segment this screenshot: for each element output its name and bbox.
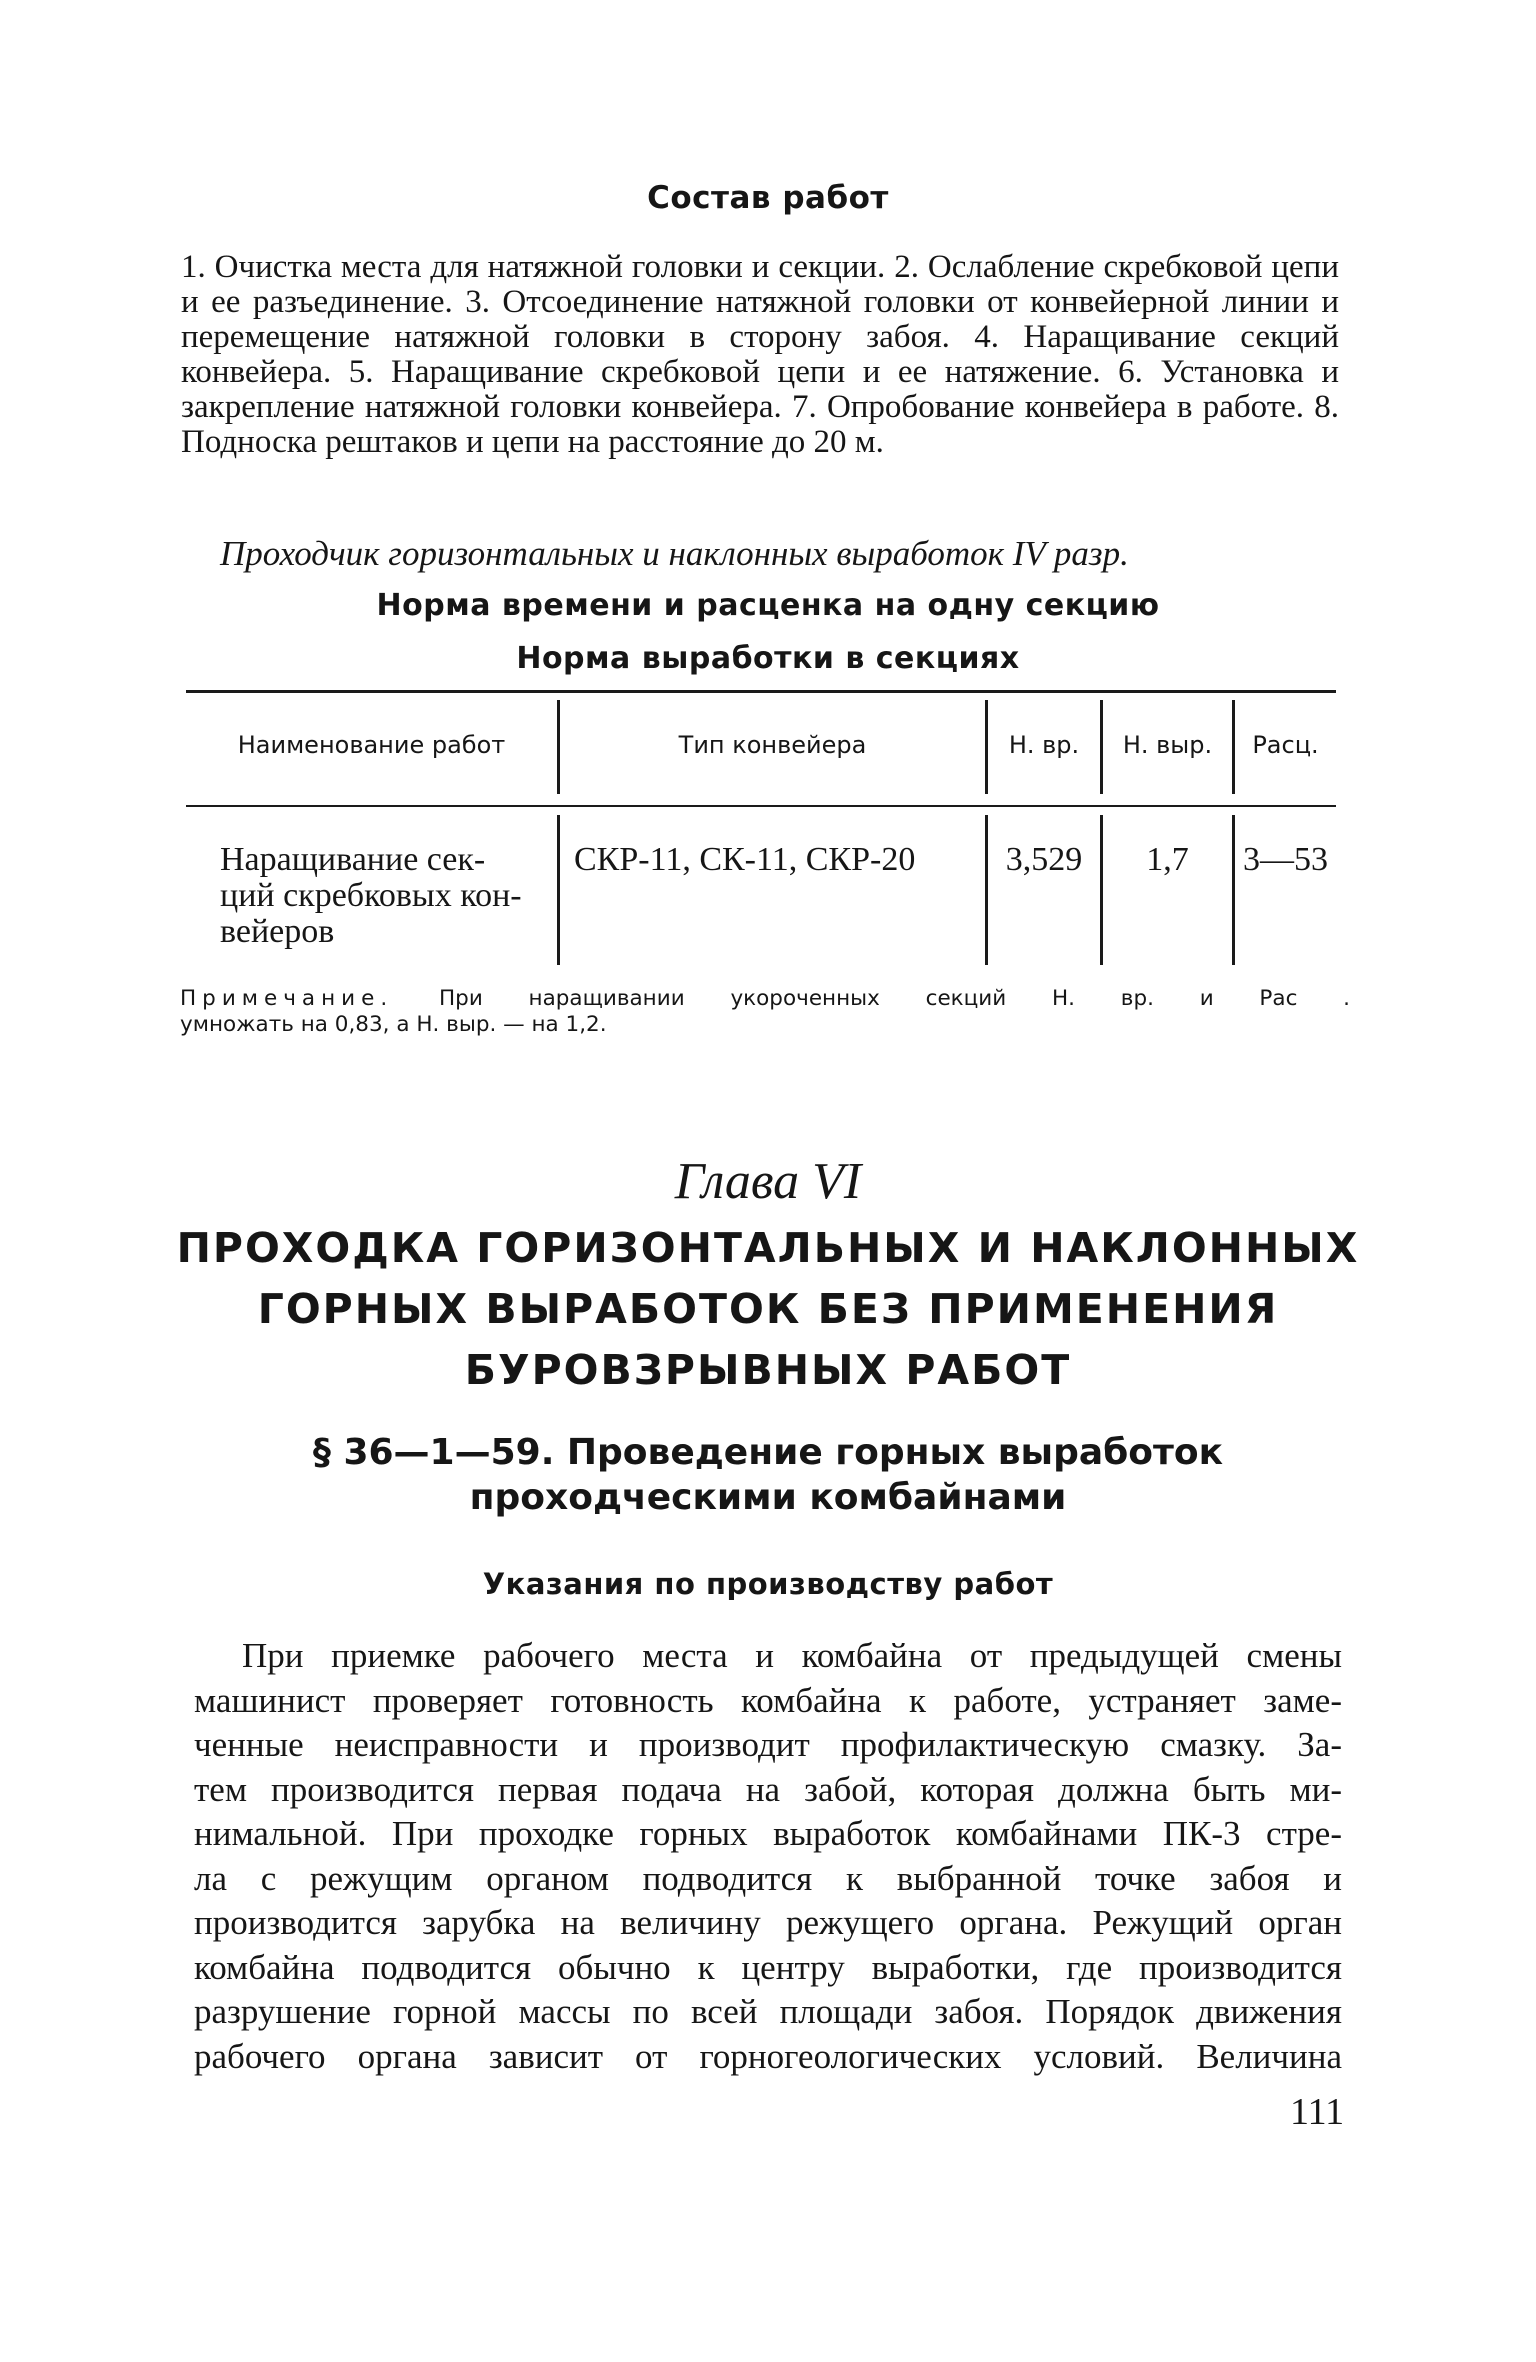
norm-output-heading: Норма выработки в секциях	[516, 641, 1020, 676]
table-cell-name	[220, 842, 555, 950]
section-heading: Состав работ	[647, 180, 889, 216]
table-top-rule	[186, 690, 1336, 693]
table-cell-conveyor: СКР-11, СК-11, СКР-20	[574, 841, 916, 878]
body-line: производится зарубка на величину режущего органа. Режущий орган	[194, 1903, 1342, 1942]
body-line: нимальной. При проходке горных выработок комбайнами ПК-3 стре-	[194, 1814, 1342, 1853]
section-title	[0, 1430, 1536, 1520]
instructions-heading: Указания по производству работ	[482, 1567, 1054, 1601]
table-header-rule	[186, 805, 1336, 807]
chapter-title-line: БУРОВЗРЫВНЫХ РАБОТ	[464, 1346, 1072, 1394]
chapter-title-line: ГОРНЫХ ВЫРАБОТОК БЕЗ ПРИМЕНЕНИЯ	[257, 1285, 1279, 1333]
body-line: машинист проверяет готовность комбайна к работе, устраняет заме-	[194, 1680, 1342, 1720]
table-divider	[1100, 815, 1103, 965]
body-line: ла с режущим органом подводится к выбранной точке забоя и	[194, 1858, 1342, 1898]
chapter-title-line: ПРОХОДКА ГОРИЗОНТАЛЬНЫХ И НАКЛОННЫХ	[176, 1224, 1360, 1272]
note-text-line2: умножать на 0,83, а Н. выр. — на 1,2.	[180, 1012, 607, 1037]
note-text-line1: При наращивании укороченных секций Н. вр. и Рас .	[439, 986, 1350, 1011]
note-label: Примечание.	[180, 986, 394, 1011]
table-divider	[1232, 815, 1235, 965]
table-cell-time: 3,529	[1005, 841, 1083, 878]
table-cell-name-line: Наращивание сек-	[220, 841, 486, 878]
body-line: рабочего органа зависит от горногеологических условий. Величина	[194, 2036, 1342, 2076]
page-number: 111	[1290, 2091, 1345, 2133]
table-cell-output: 1,7	[1146, 841, 1189, 878]
table-cell-name-line: ций скребковых кон-	[220, 877, 522, 914]
chapter-title	[0, 1218, 1536, 1401]
worker-line: Проходчик горизонтальных и наклонных выработок IV разр.	[220, 534, 1129, 573]
body-line: ченные неисправности и производит профилактическую смазку. За-	[194, 1725, 1342, 1764]
table-cell-name-line: вейеров	[220, 913, 335, 950]
section-title-line: § 36—1—59. Проведение горных выработок	[312, 1432, 1224, 1473]
body-line: тем производится первая подача на забой, которая должна быть ми-	[194, 1769, 1342, 1809]
table-header-time: Н. вр.	[1008, 731, 1080, 759]
table-cell-rate: 3—53	[1243, 841, 1328, 878]
table-header-conveyor: Тип конвейера	[678, 731, 867, 759]
work-list-paragraph: 1. Очистка места для натяжной головки и секции. 2. Ослабление скребковой цепи и ее разъединение. 3. Отсоединение натяжной головки от конвейерной линии и перемещение натяжной головки в сторону забоя. 4. Наращивание секций конвейера. 5. Наращивание скребковой цепи и ее натяжение. 6. Установка и закрепление натяжной головки конвейера. 7. Опробование конвейера в работе. 8. Подноска рештаков и цепи на расстояние до 20 м.	[181, 249, 1339, 460]
table-header-output: Н. выр.	[1122, 731, 1213, 759]
table-divider	[985, 815, 988, 965]
body-line: разрушение горной массы по всей площади забоя. Порядок движения	[194, 1992, 1342, 2031]
table-header-rate: Расц.	[1252, 731, 1319, 759]
body-line: комбайна подводится обычно к центру выработки, где производится	[194, 1947, 1342, 1987]
body-paragraph	[194, 1634, 1342, 2079]
section-title-line: проходческими комбайнами	[469, 1477, 1067, 1518]
norm-time-heading: Норма времени и расценка на одну секцию	[376, 588, 1160, 623]
table-divider	[557, 815, 560, 965]
table-note	[180, 986, 1350, 1038]
chapter-label: Глава VI	[674, 1153, 862, 1210]
table-header-name: Наименование работ	[237, 731, 506, 759]
body-line: При приемке рабочего места и комбайна от предыдущей смены	[242, 1636, 1342, 1675]
